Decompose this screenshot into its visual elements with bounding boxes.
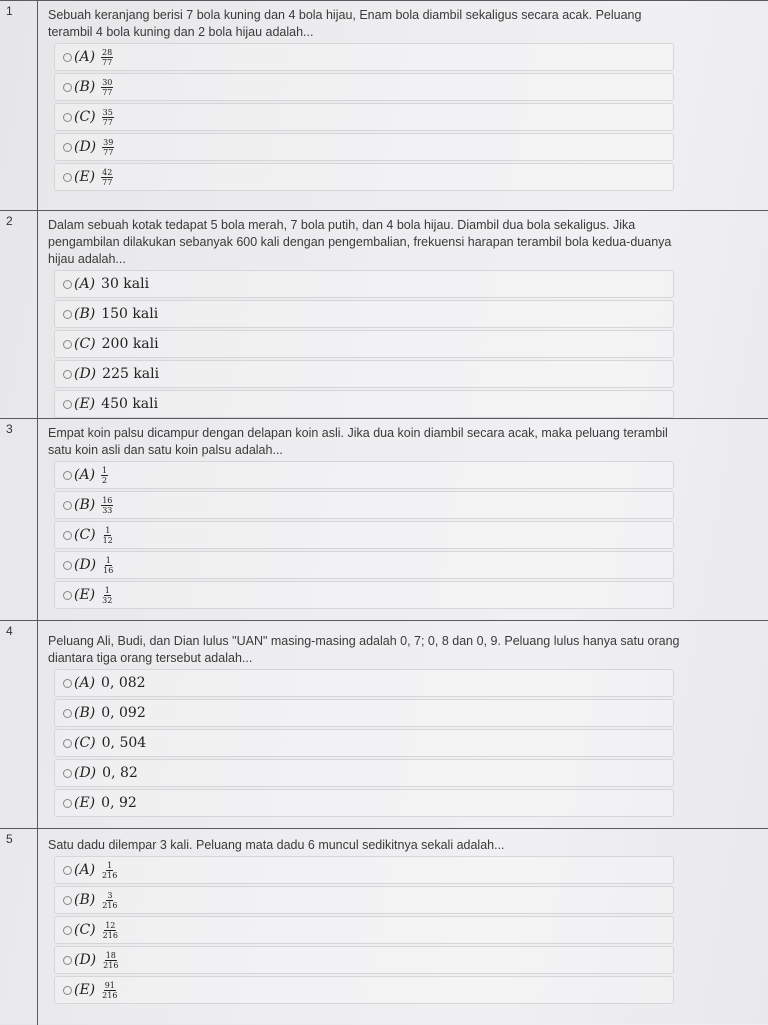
option-a[interactable]: (A) $\frac{28}{77}$	[54, 43, 674, 71]
option-b[interactable]: (B) $\frac{16}{33}$	[54, 491, 674, 519]
fraction: $\frac{1}{16}$	[103, 555, 114, 575]
option-b[interactable]: (B) $\frac{3}{216}$	[54, 886, 674, 914]
option-a[interactable]: (A) $\frac{1}{2}$	[54, 461, 674, 489]
radio-icon[interactable]	[63, 310, 72, 319]
option-e[interactable]: (E) $\frac{42}{77}$	[54, 163, 674, 191]
question-text: Sebuah keranjang berisi 7 bola kuning dan 4 bola hijau, Enam bola diambil sekaligus secara acak. Peluang terambil 4 bola kuning dan 2 bola hijau adalah...	[48, 8, 642, 39]
question-body	[48, 621, 688, 818]
option-d[interactable]: (D) 0, 82	[54, 759, 674, 787]
radio-icon[interactable]	[63, 113, 72, 122]
question-row-4	[0, 620, 768, 829]
radio-icon[interactable]	[63, 739, 72, 748]
option-a[interactable]: (A) 30 kali	[54, 270, 674, 298]
fraction: $\frac{28}{77}$	[102, 47, 113, 67]
option-e[interactable]: (E) $\frac{91}{216}$	[54, 976, 674, 1004]
radio-icon[interactable]	[63, 370, 72, 379]
radio-icon[interactable]	[63, 143, 72, 152]
radio-icon[interactable]	[63, 280, 72, 289]
question-text: Empat koin palsu dicampur dengan delapan koin asli. Jika dua koin diambil secara acak, maka peluang terambil satu koin asli dan satu koin palsu adalah...	[48, 426, 668, 457]
question-row-1	[0, 0, 768, 211]
question-number-cell	[0, 419, 38, 621]
radio-icon[interactable]	[63, 986, 72, 995]
question-body	[48, 419, 688, 610]
option-b[interactable]: (B) 150 kali	[54, 300, 674, 328]
question-text: Satu dadu dilempar 3 kali. Peluang mata dadu 6 muncul sedikitnya sekali adalah...	[48, 838, 505, 852]
fraction: $\frac{1}{2}$	[102, 465, 108, 485]
question-number-cell	[0, 829, 38, 1025]
radio-icon[interactable]	[63, 501, 72, 510]
question-number: 4	[6, 624, 13, 638]
question-number-cell	[0, 1, 38, 211]
fraction: $\frac{16}{33}$	[102, 495, 113, 515]
option-c[interactable]: (C) 0, 504	[54, 729, 674, 757]
radio-icon[interactable]	[63, 53, 72, 62]
radio-icon[interactable]	[63, 400, 72, 409]
question-number: 1	[6, 4, 13, 18]
option-c[interactable]: (C) $\frac{1}{12}$	[54, 521, 674, 549]
option-c[interactable]: (C) $\frac{35}{77}$	[54, 103, 674, 131]
radio-icon[interactable]	[63, 866, 72, 875]
fraction: $\frac{1}{32}$	[102, 585, 113, 605]
option-e[interactable]: (E) $\frac{1}{32}$	[54, 581, 674, 609]
option-d[interactable]: (D) $\frac{1}{16}$	[54, 551, 674, 579]
question-number: 2	[6, 214, 13, 228]
fraction: $\frac{12}{216}$	[102, 920, 118, 940]
fraction: $\frac{1}{12}$	[102, 525, 113, 545]
fraction: $\frac{39}{77}$	[103, 137, 114, 157]
radio-icon[interactable]	[63, 679, 72, 688]
option-a[interactable]: (A) 0, 082	[54, 669, 674, 697]
question-row-3	[0, 418, 768, 621]
question-row-5	[0, 828, 768, 1025]
radio-icon[interactable]	[63, 471, 72, 480]
radio-icon[interactable]	[63, 769, 72, 778]
radio-icon[interactable]	[63, 340, 72, 349]
fraction: $\frac{18}{216}$	[103, 950, 119, 970]
question-number: 5	[6, 832, 13, 846]
fraction: $\frac{3}{216}$	[102, 890, 118, 910]
option-c[interactable]: (C) $\frac{12}{216}$	[54, 916, 674, 944]
question-text: Dalam sebuah kotak tedapat 5 bola merah, 7 bola putih, dan 4 bola hijau. Diambil dua bola sekaligus. Jika pengambilan dilakukan sebanyak 600 kali dengan pengembalian, frekuensi harapan terambil bola kedua-duanya hijau adalah...	[48, 218, 672, 266]
question-text: Peluang Ali, Budi, dan Dian lulus "UAN" masing-masing adalah 0, 7; 0, 8 dan 0, 9. Peluang lulus hanya satu orang diantara tiga orang tersebut adalah...	[48, 634, 680, 665]
question-body	[48, 829, 688, 1005]
option-a[interactable]: (A) $\frac{1}{216}$	[54, 856, 674, 884]
option-b[interactable]: (B) 0, 092	[54, 699, 674, 727]
radio-icon[interactable]	[63, 561, 72, 570]
radio-icon[interactable]	[63, 799, 72, 808]
question-row-2	[0, 210, 768, 419]
fraction: $\frac{42}{77}$	[102, 167, 113, 187]
question-number: 3	[6, 422, 13, 436]
radio-icon[interactable]	[63, 926, 72, 935]
question-body	[48, 1, 688, 192]
radio-icon[interactable]	[63, 173, 72, 182]
option-e[interactable]: (E) 0, 92	[54, 789, 674, 817]
option-d[interactable]: (D) $\frac{18}{216}$	[54, 946, 674, 974]
fraction: $\frac{30}{77}$	[102, 77, 113, 97]
question-body	[48, 211, 688, 419]
radio-icon[interactable]	[63, 83, 72, 92]
option-c[interactable]: (C) 200 kali	[54, 330, 674, 358]
fraction: $\frac{35}{77}$	[102, 107, 113, 127]
radio-icon[interactable]	[63, 709, 72, 718]
question-number-cell	[0, 621, 38, 829]
option-d[interactable]: (D) 225 kali	[54, 360, 674, 388]
option-d[interactable]: (D) $\frac{39}{77}$	[54, 133, 674, 161]
option-e[interactable]: (E) 450 kali	[54, 390, 674, 418]
question-number-cell	[0, 211, 38, 419]
radio-icon[interactable]	[63, 956, 72, 965]
fraction: $\frac{91}{216}$	[102, 980, 118, 1000]
radio-icon[interactable]	[63, 591, 72, 600]
fraction: $\frac{1}{216}$	[102, 860, 118, 880]
option-b[interactable]: (B) $\frac{30}{77}$	[54, 73, 674, 101]
radio-icon[interactable]	[63, 531, 72, 540]
radio-icon[interactable]	[63, 896, 72, 905]
